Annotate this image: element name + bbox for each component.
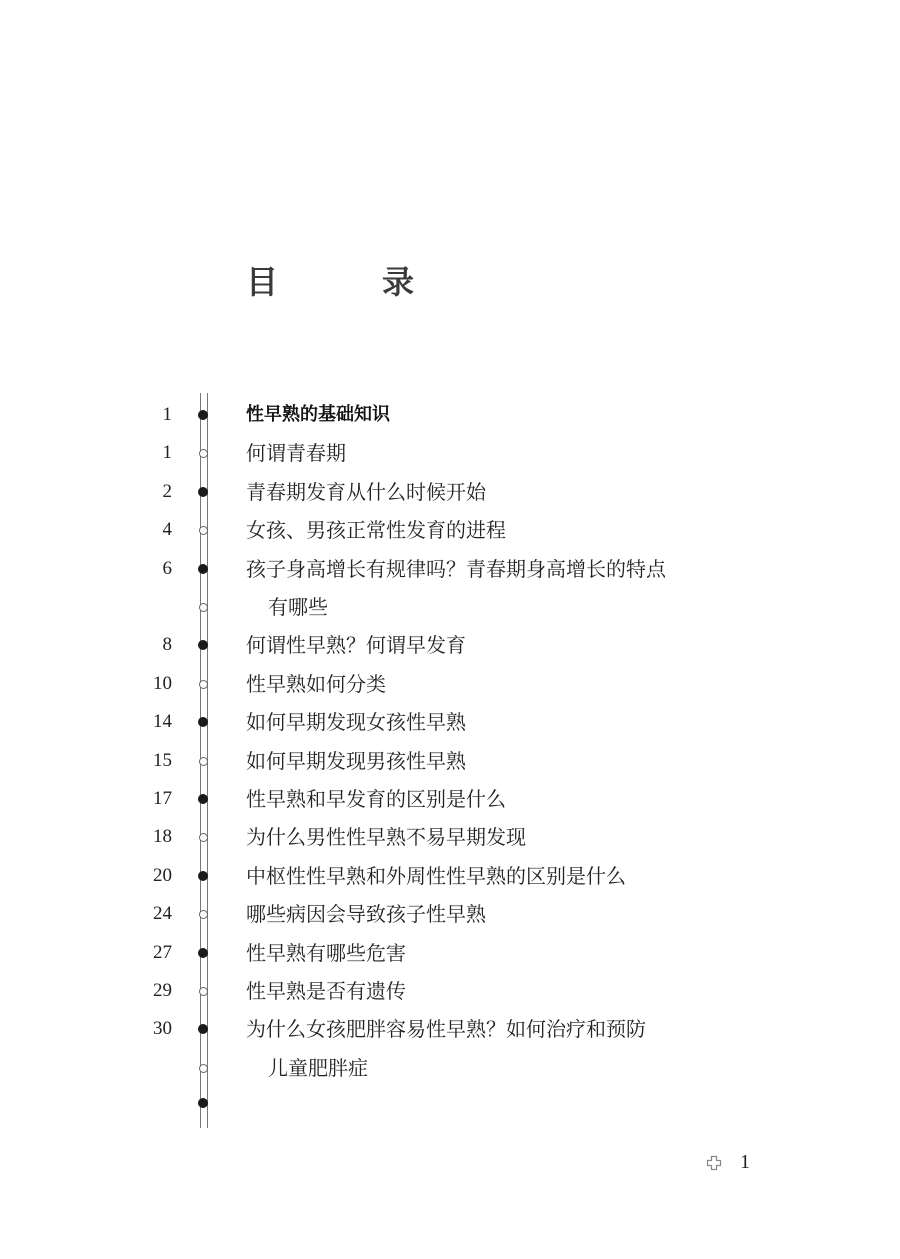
toc-entry-title: 孩子身高增长有规律吗？青春期身高增长的特点: [246, 556, 666, 581]
toc-page-number: 2: [162, 480, 172, 502]
toc-entry-title: 为什么女孩肥胖容易性早熟？如何治疗和预防: [246, 1017, 646, 1042]
filled-bullet-icon: [198, 794, 208, 804]
toc-entry[interactable]: [0, 511, 900, 549]
filled-bullet-icon: [198, 564, 208, 574]
toc-entry-title: 性早熟和早发育的区别是什么: [246, 787, 506, 811]
toc-entry[interactable]: [0, 742, 900, 780]
toc-entry[interactable]: [0, 473, 900, 511]
hollow-bullet-icon: [199, 833, 208, 842]
page-title: 目 录: [246, 263, 451, 301]
toc-entry[interactable]: [0, 934, 900, 972]
toc-page-number: 17: [153, 788, 172, 809]
filled-bullet-icon: [198, 871, 208, 881]
toc-entry[interactable]: [0, 703, 900, 741]
hollow-bullet-icon: [199, 526, 208, 535]
toc-entry[interactable]: [0, 434, 900, 472]
toc-entry-title: 儿童肥胖症: [268, 1055, 368, 1080]
hollow-bullet-icon: [199, 1064, 208, 1073]
toc-entry[interactable]: [0, 780, 900, 818]
toc-entry-title: 性早熟有哪些危害: [246, 940, 406, 965]
filled-bullet-icon: [198, 410, 208, 420]
toc-page-number: 1: [162, 404, 172, 425]
toc-page-number: 20: [153, 864, 172, 886]
toc-entry-title: 中枢性性早熟和外周性性早熟的区别是什么: [246, 863, 626, 888]
filled-bullet-icon: [198, 1024, 208, 1034]
hollow-bullet-icon: [199, 757, 208, 766]
toc-entry[interactable]: [0, 665, 900, 703]
toc-entry-title: 性早熟如何分类: [246, 671, 386, 696]
hollow-bullet-icon: [199, 603, 208, 612]
hollow-bullet-icon: [199, 910, 208, 919]
toc-entry[interactable]: [0, 818, 900, 856]
toc-entry[interactable]: [0, 396, 900, 434]
toc-page-number: 6: [162, 557, 172, 579]
toc-page-number: 18: [153, 826, 172, 848]
toc-entry[interactable]: [0, 626, 900, 664]
toc-entry-title: 如何早期发现女孩性早熟: [246, 710, 466, 735]
filled-bullet-icon: [198, 487, 208, 497]
toc-entry-title: 哪些病因会导致孩子性早熟: [246, 902, 486, 927]
toc-page-number: 29: [153, 980, 172, 1001]
hollow-bullet-icon: [199, 987, 208, 996]
toc-page-number: 15: [153, 749, 172, 771]
toc-page-number: 14: [153, 711, 172, 733]
toc-entry-title: 何谓性早熟？何谓早发育: [246, 633, 466, 658]
toc-entry[interactable]: [0, 972, 900, 1010]
filled-bullet-icon: [198, 717, 208, 727]
filled-bullet-icon: [198, 640, 208, 650]
filled-bullet-icon: [198, 948, 208, 958]
toc-entry[interactable]: [0, 1010, 900, 1048]
toc-page-number: 10: [153, 672, 172, 694]
hollow-bullet-icon: [199, 680, 208, 689]
toc-page-number: 27: [153, 941, 172, 963]
toc-entry-title: 性早熟是否有遗传: [246, 979, 406, 1003]
toc-entry[interactable]: [0, 1049, 900, 1087]
toc-page-number: 4: [162, 519, 172, 541]
toc-entry[interactable]: [0, 550, 900, 588]
toc-page-number: 24: [153, 903, 172, 925]
hollow-bullet-icon: [199, 449, 208, 458]
cross-outline-icon: [706, 1155, 722, 1171]
toc-entry[interactable]: [0, 895, 900, 933]
toc-entry-title: 何谓青春期: [246, 441, 346, 466]
toc-entry-title: 女孩、男孩正常性发育的进程: [246, 518, 506, 543]
toc-section-heading: 性早熟的基础知识: [246, 404, 390, 425]
toc-entry-title: 青春期发育从什么时候开始: [246, 479, 486, 504]
toc-entry-title: 如何早期发现男孩性早熟: [246, 748, 466, 773]
toc-page-number: 30: [153, 1018, 172, 1040]
page-number: 1: [740, 1151, 750, 1173]
toc-entry[interactable]: [0, 857, 900, 895]
toc-page-number: 1: [162, 442, 172, 464]
toc-entry-title: 有哪些: [268, 595, 328, 619]
toc-entry-title: 为什么男性性早熟不易早期发现: [246, 825, 526, 850]
spine-end-dot: [198, 1098, 208, 1108]
toc-page-number: 8: [162, 634, 172, 656]
toc-entry[interactable]: [0, 588, 900, 626]
